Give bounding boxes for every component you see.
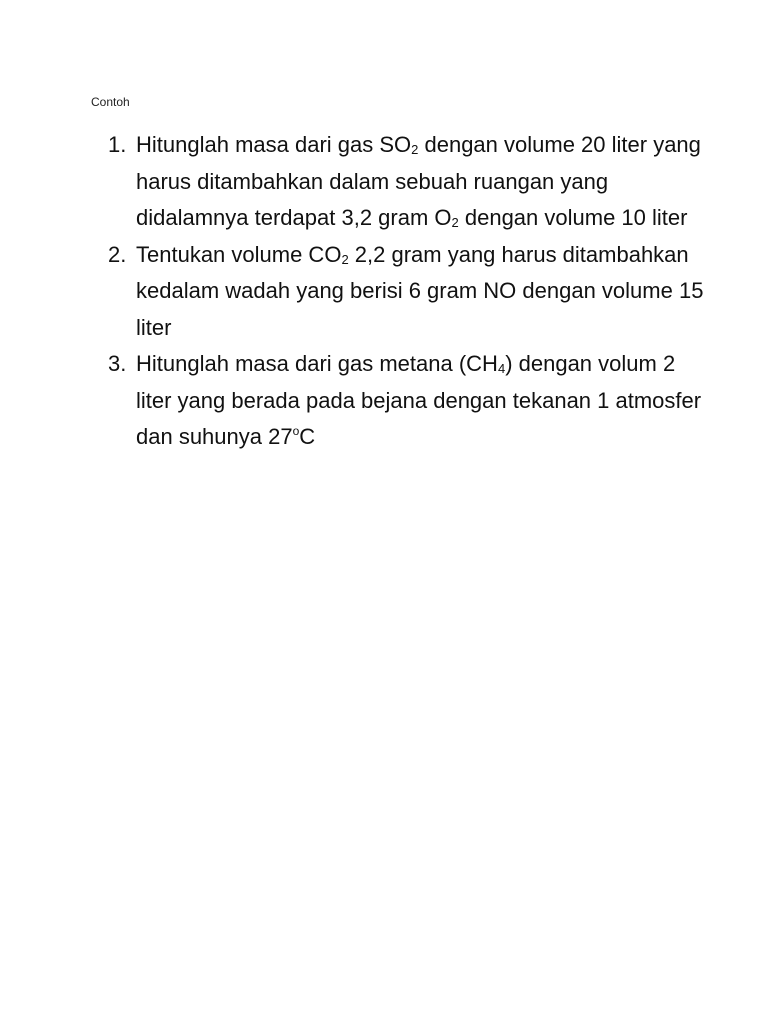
problem-item-3 (108, 346, 708, 456)
problem-number: 2. (108, 241, 127, 267)
problem-text: dengan volume 10 liter (458, 205, 688, 230)
superscript: o (292, 424, 300, 438)
problem-text: 2,2 gram yang harus ditambahkan kedalam wadah yang berisi 6 gram NO dengan volume 15 liter (136, 241, 704, 340)
problem-text: Tentukan volume CO (136, 241, 342, 267)
subscript: 2 (341, 251, 349, 267)
problem-number: 3. (108, 351, 127, 376)
subscript: 2 (451, 215, 459, 230)
problem-text: C (299, 424, 316, 449)
problem-list (108, 127, 708, 456)
problem-number: 1. (108, 132, 127, 157)
problem-text: dengan volume 20 liter yang harus ditambahkan dalam sebuah ruangan yang didalamnya terdapat 3,2 gram O (136, 132, 701, 230)
problem-text: ) dengan volum 2 liter yang berada pada bejana dengan tekanan 1 atmosfer dan suhunya 27 (136, 351, 702, 449)
subscript: 4 (497, 361, 506, 376)
heading-contoh: Contoh (91, 95, 130, 109)
problem-item-1 (108, 127, 708, 237)
problem-item-2 (108, 237, 708, 347)
problem-text: Hitunglah masa dari gas SO (136, 132, 412, 157)
subscript: 2 (411, 142, 419, 157)
problem-text: Hitunglah masa dari gas metana (CH (136, 351, 498, 376)
